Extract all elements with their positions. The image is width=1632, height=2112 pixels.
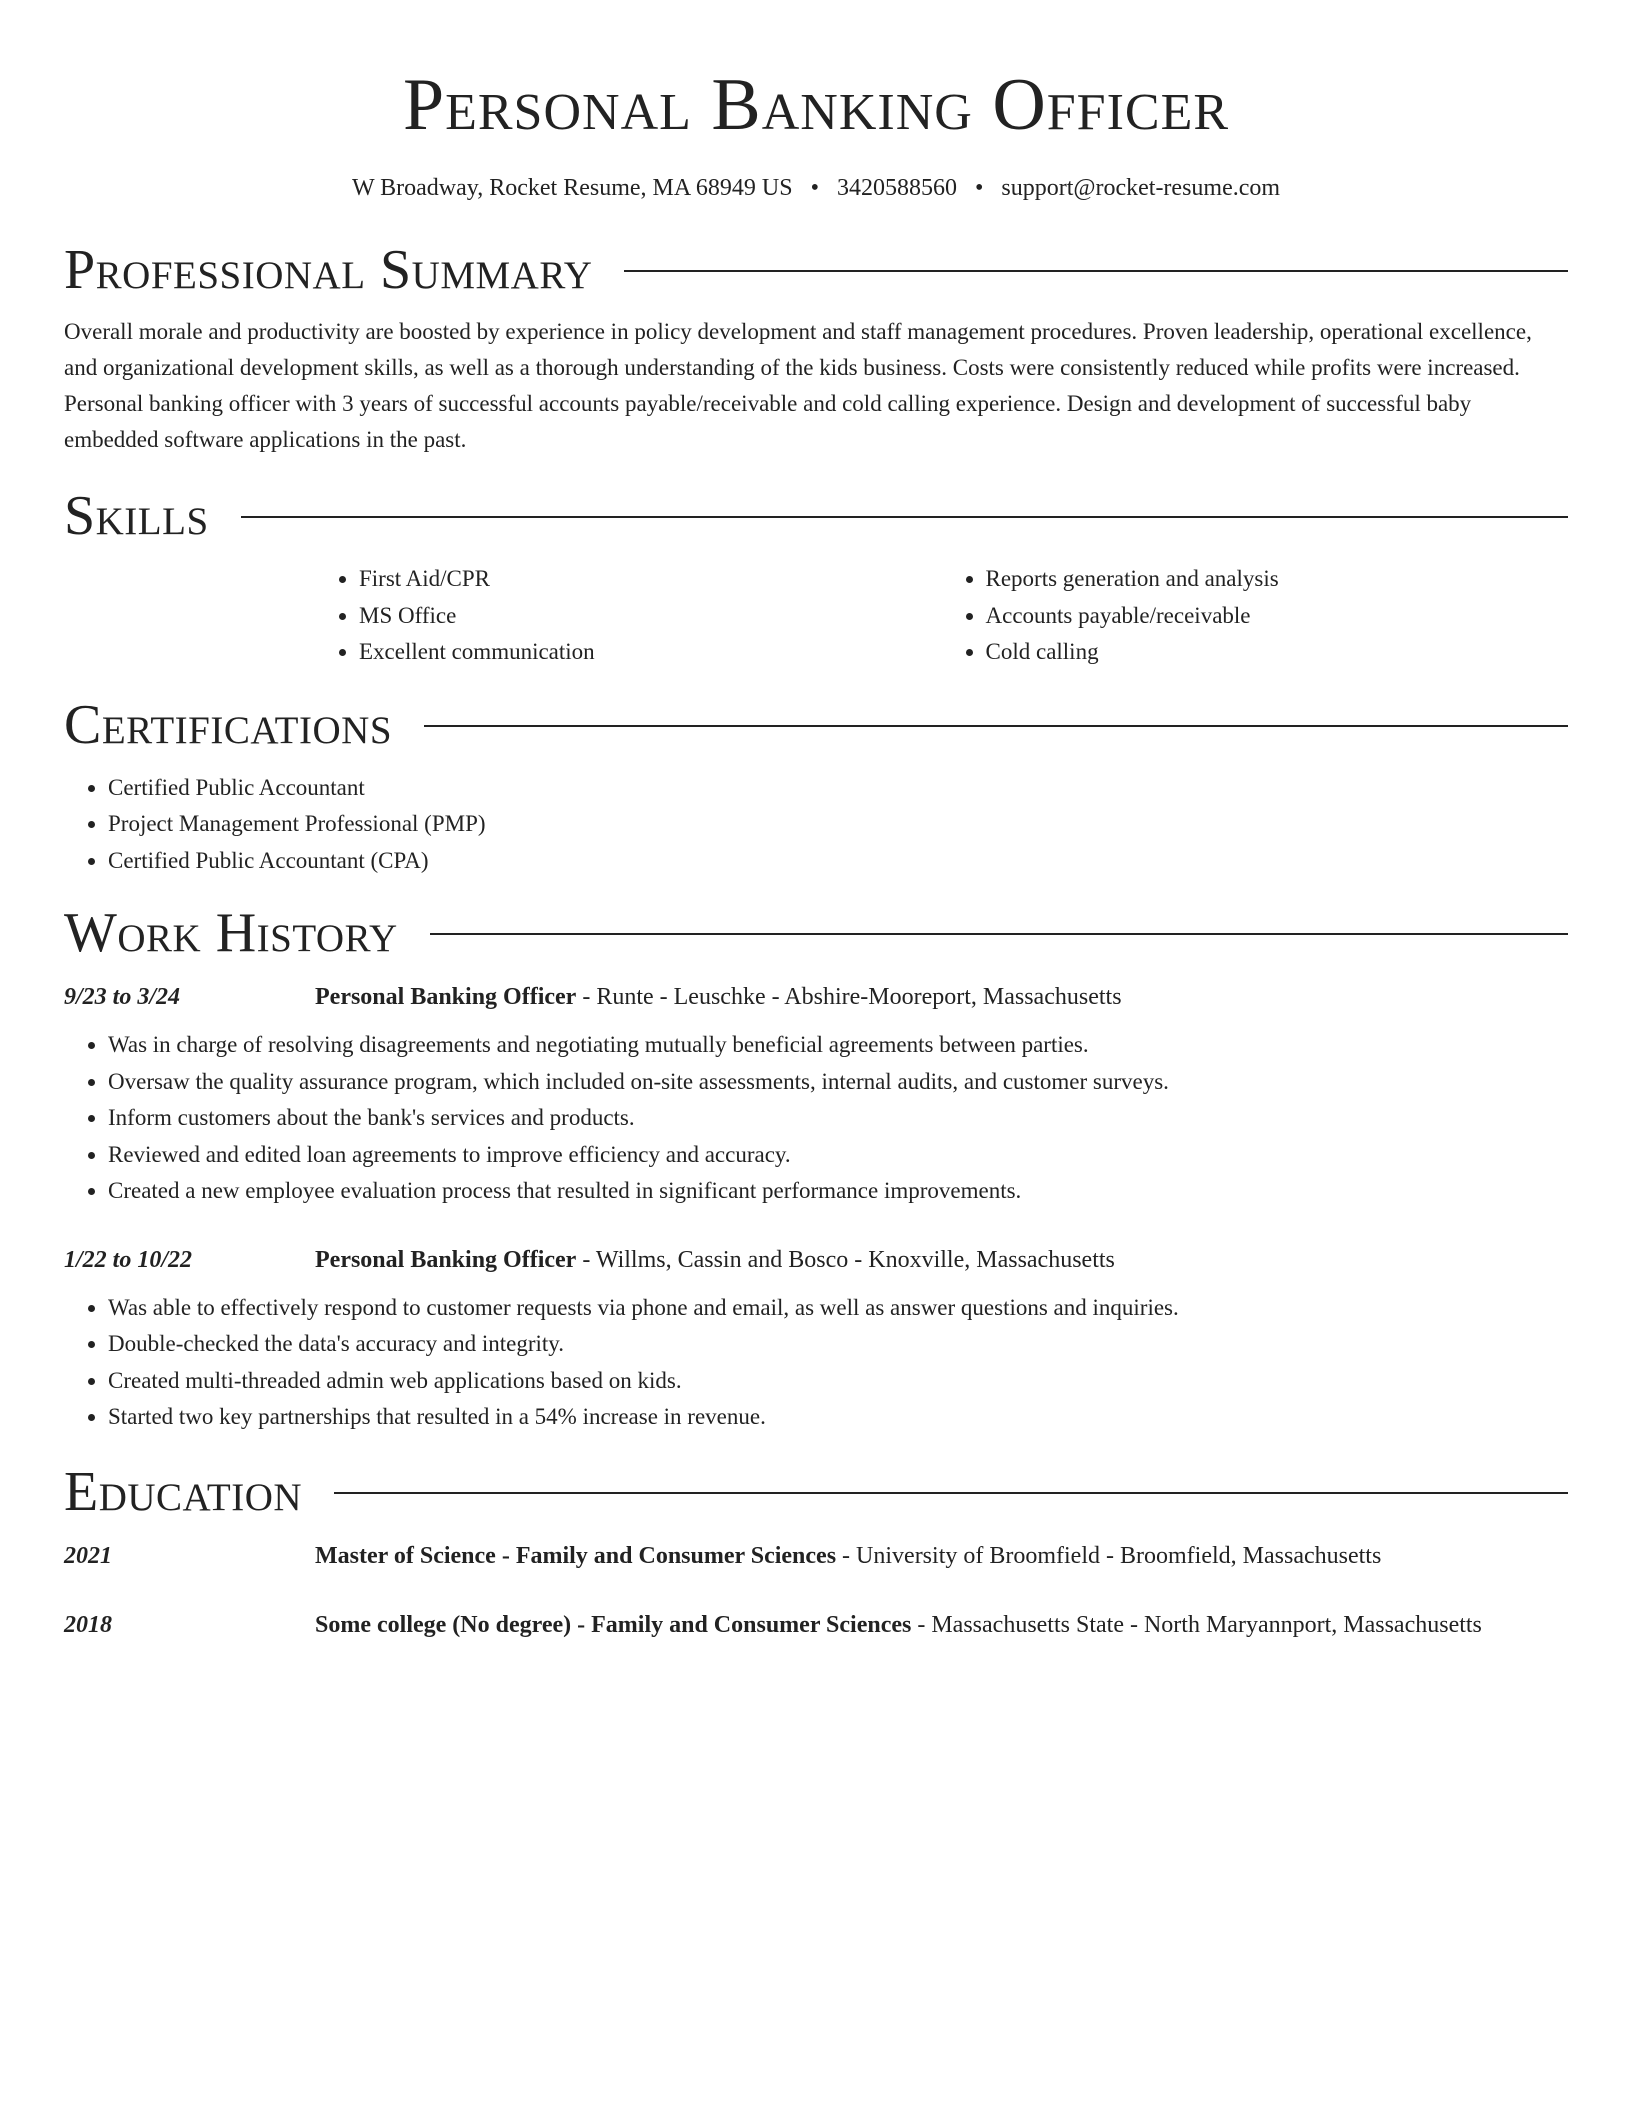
job-bullet: • Double-checked the data's accuracy and integrity. — [108, 1326, 1568, 1363]
education-degree: Master of Science - Family and Consumer Sciences — [315, 1542, 837, 1569]
skill-item: • First Aid/CPR — [359, 561, 942, 598]
education-year: 2021 — [64, 1542, 112, 1569]
certification-item: • Project Management Professional (PMP) — [108, 806, 1568, 843]
certifications-list — [64, 770, 1568, 880]
section-rule — [624, 270, 1568, 272]
skill-item: • Excellent communication — [359, 634, 942, 671]
skill-item: • MS Office — [359, 598, 942, 635]
job-entry — [64, 1240, 1568, 1436]
section-rule — [334, 1492, 1568, 1494]
contact-address: W Broadway, Rocket Resume, MA 68949 US — [351, 175, 793, 201]
contact-phone: 3420588560 — [836, 175, 957, 201]
job-bullet: • Created a new employee evaluation process that resulted in significant performance improvements. — [108, 1173, 1568, 1210]
skills-grid — [315, 561, 1568, 671]
contact-email: support@rocket-resume.com — [1001, 175, 1281, 201]
job-bullets — [64, 1290, 1568, 1436]
section-header — [64, 901, 1568, 965]
job-bullet: • Oversaw the quality assurance program, which included on-site assessments, internal audits, and customer surveys. — [108, 1064, 1568, 1101]
education-degree: Some college (No degree) - Family and Consumer Sciences — [315, 1611, 912, 1638]
skill-item: • Accounts payable/receivable — [986, 598, 1569, 635]
skill-item: • Cold calling — [986, 634, 1569, 671]
job-bullet: • Was in charge of resolving disagreements and negotiating mutually beneficial agreements between parties. — [108, 1027, 1568, 1064]
job-header — [64, 1240, 1568, 1280]
section-rule — [241, 516, 1568, 518]
section-title-certifications: Certifications — [64, 693, 393, 756]
skills-list-right — [942, 561, 1569, 671]
summary-section — [64, 238, 1568, 458]
section-title-education: Education — [64, 1460, 303, 1523]
job-header — [64, 977, 1568, 1017]
section-rule — [430, 933, 1568, 935]
contact-line — [64, 172, 1568, 204]
section-header — [64, 1460, 1568, 1524]
resume-name: Personal Banking Officer — [402, 64, 1230, 146]
education-school: - Massachusetts State - North Maryannport, Massachusetts — [911, 1611, 1482, 1638]
section-rule — [424, 725, 1568, 727]
skills-list-left — [315, 561, 942, 671]
section-title-summary: Professional Summary — [64, 239, 593, 301]
education-section — [64, 1460, 1568, 1645]
section-header — [64, 484, 1568, 548]
job-role: Personal Banking Officer — [315, 984, 577, 1010]
section-header — [64, 693, 1568, 757]
job-bullet: • Inform customers about the bank's services and products. — [108, 1100, 1568, 1137]
education-line — [315, 1605, 1568, 1645]
job-title-line — [315, 1240, 1568, 1280]
bullet-separator: • — [810, 175, 819, 201]
certifications-section — [64, 693, 1568, 880]
job-employer: - Runte - Leuschke - Abshire-Mooreport, Massachusetts — [576, 984, 1122, 1010]
certification-item: • Certified Public Accountant — [108, 770, 1568, 807]
job-bullet: • Reviewed and edited loan agreements to improve efficiency and accuracy. — [108, 1137, 1568, 1174]
job-entry — [64, 977, 1568, 1210]
job-role: Personal Banking Officer — [315, 1246, 577, 1273]
work-history-section — [64, 901, 1568, 1436]
education-line — [315, 1536, 1568, 1576]
education-school: - University of Broomfield - Broomfield, Massachusetts — [836, 1542, 1382, 1569]
section-header — [64, 238, 1568, 302]
job-bullet: • Created multi-threaded admin web applications based on kids. — [108, 1363, 1568, 1400]
section-title-skills: Skills — [64, 485, 209, 547]
job-title-line — [315, 977, 1568, 1017]
skills-section — [64, 484, 1568, 671]
job-bullet: • Was able to effectively respond to customer requests via phone and email, as well as answer questions and inquiries. — [108, 1290, 1568, 1327]
education-year: 2018 — [64, 1611, 112, 1638]
education-entry — [64, 1605, 1568, 1645]
certification-item: • Certified Public Accountant (CPA) — [108, 843, 1568, 880]
section-title-work: Work History — [64, 902, 398, 964]
job-employer: - Willms, Cassin and Bosco - Knoxville, Massachusetts — [576, 1246, 1115, 1273]
bullet-separator: • — [974, 175, 984, 201]
job-bullet: • Started two key partnerships that resulted in a 54% increase in revenue. — [108, 1399, 1568, 1436]
education-entry — [64, 1536, 1568, 1576]
job-bullets — [64, 1027, 1568, 1210]
summary-text: Overall morale and productivity are boosted by experience in policy development and staff management procedures. Proven leadership, operational excellence, and organizational development skills, as well as a thorough understanding of the kids business. Costs were consistently reduced while profits were increased. Personal banking officer with 3 years of successful accounts payable/receivable and cold calling experience. Design and development of successful baby embedded software applications in the past. — [64, 319, 1532, 452]
job-dates: 1/22 to 10/22 — [64, 1246, 193, 1273]
skill-item: • Reports generation and analysis — [986, 561, 1569, 598]
job-dates: 9/23 to 3/24 — [64, 984, 181, 1010]
